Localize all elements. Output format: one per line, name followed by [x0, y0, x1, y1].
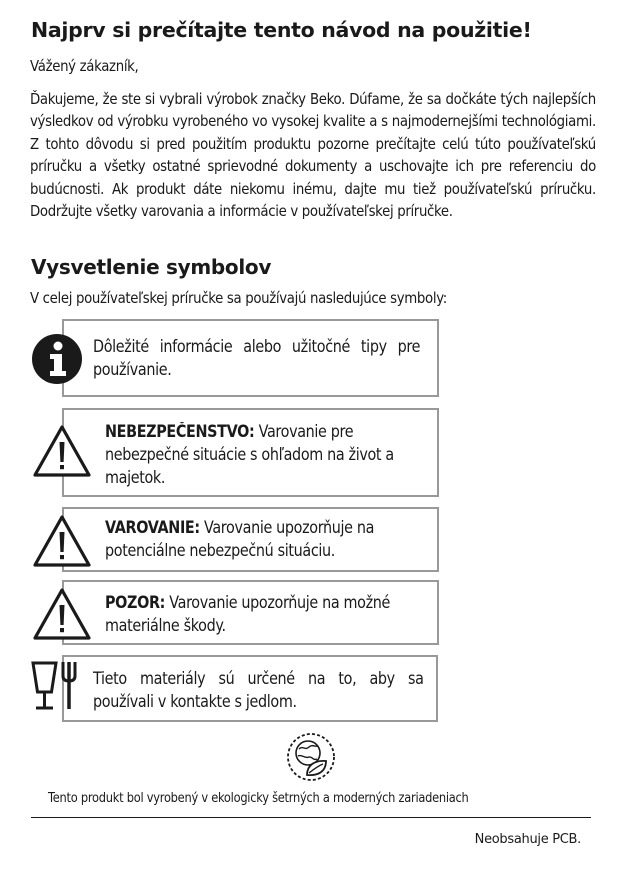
info-icon: [31, 333, 83, 385]
warning-description: Varovanie upozorňuje na potenciálne nebezpečnú situáciu.: [105, 518, 375, 560]
warning-triangle-icon: [31, 585, 93, 643]
warning-triangle-icon: [31, 422, 93, 480]
eco-note: Tento produkt bol vyrobený v ekologicky šetrných a moderných zariadeniach: [48, 791, 469, 806]
warning-text: [105, 516, 414, 562]
greeting: Vážený zákazník,: [30, 57, 139, 75]
danger-description: Varovanie pre nebezpečné situácie s ohľadom na život a majetok.: [105, 422, 394, 487]
danger-text: [105, 420, 414, 489]
pcb-note: Neobsahuje PCB.: [474, 832, 581, 847]
intro-paragraph: Ďakujeme, že ste si vybrali výrobok značky Beko. Dúfame, že sa dočkáte tých najlepších výsledkov od výrobku vyrobeného vo vysokej kvalite a s najmodernejšími technológiami. Z tohto dôvodu si pred použitím produktu pozorne prečítajte celú túto používateľskú príručku a všetky ostatné sprievodné dokumenty a uschovajte ich pre referenciu do budúcnosti. Ak produkt dáte niekomu inému, dajte mu tiež používateľskú príručku. Dodržujte všetky varovania a informácie v používateľskej príručke.: [30, 90, 596, 221]
food-text: Tieto materiály sú určené na to, aby sa používali v kontakte s jedlom.: [93, 669, 424, 711]
danger-label: NEBEZPEČENSTVO:: [105, 422, 255, 441]
warning-triangle-icon: [31, 512, 93, 570]
caution-text: [105, 591, 414, 637]
eco-globe-leaf-icon: [285, 731, 337, 785]
warning-label: VAROVANIE:: [105, 518, 200, 537]
food-contact-icon: [30, 659, 82, 713]
divider: [31, 817, 591, 818]
info-text: Dôležité informácie alebo užitočné tipy pre používanie.: [93, 337, 421, 379]
page-title: Najprv si prečítajte tento návod na použitie!: [31, 18, 532, 42]
symbols-intro: V celej používateľskej príručke sa používajú nasledujúce symboly:: [30, 289, 447, 307]
caution-description: Varovanie upozorňuje na možné materiálne škody.: [105, 593, 391, 635]
caution-label: POZOR:: [105, 593, 166, 612]
symbols-heading: Vysvetlenie symbolov: [31, 255, 272, 279]
